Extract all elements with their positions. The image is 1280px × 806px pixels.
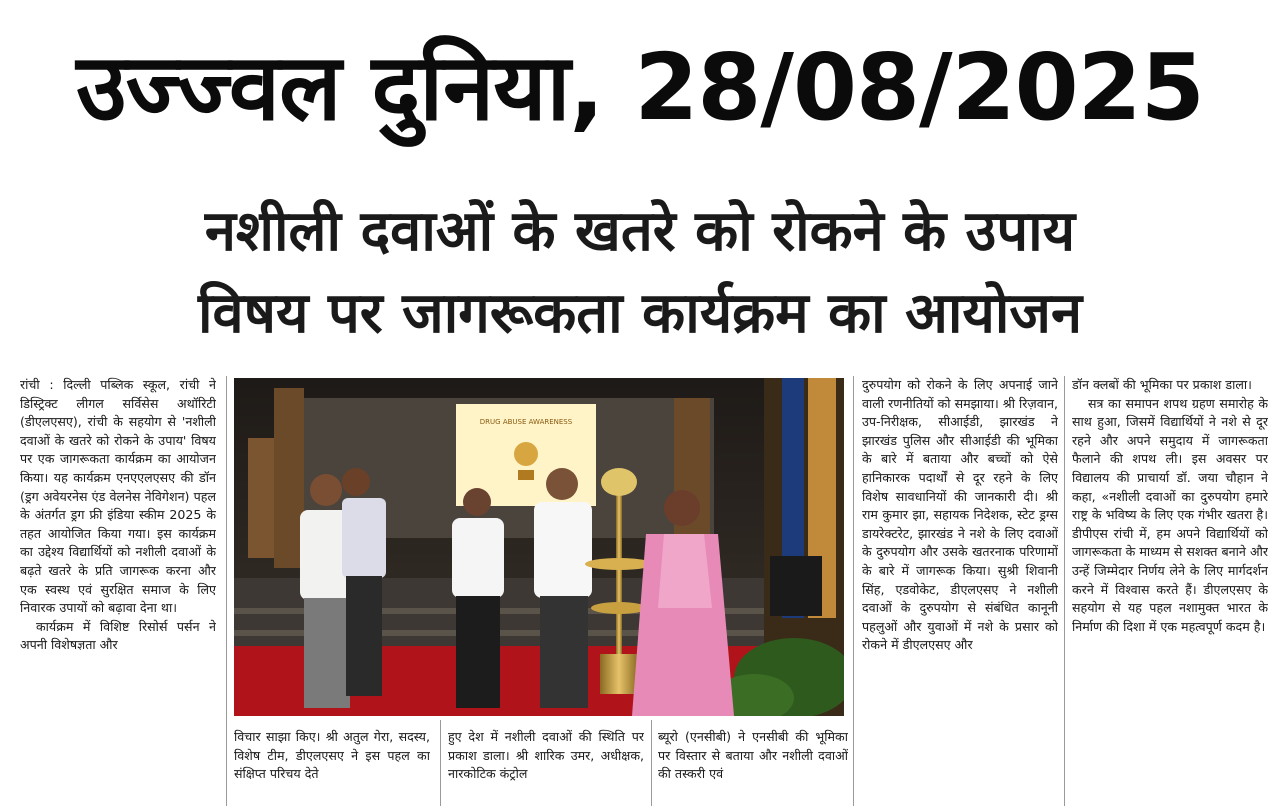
article-paragraph: ब्यूरो (एनसीबी) ने एनसीबी की भूमिका पर विस्तार से बताया और नशीली दवाओं की तस्करी एवं: [658, 729, 848, 782]
article-column-5: [862, 376, 1058, 806]
column-divider: [1064, 376, 1065, 806]
headline-line-2: विषय पर जागरूकता कार्यक्रम का आयोजन: [197, 281, 1083, 346]
article-column-4: [658, 728, 848, 806]
screen-text: DRUG ABUSE AWARENESS: [479, 418, 573, 426]
headline-line-1: नशीली दवाओं के खतरे को रोकने के उपाय: [204, 199, 1076, 264]
event-photo: [234, 378, 844, 716]
article-paragraph: रांची : दिल्ली पब्लिक स्कूल, रांची ने डिस्ट्रिक्ट लीगल सर्विसेस अथॉरिटी (डीएलएसए), रांची के सहयोग से 'नशीली दवाओं के खतरे को रोकने के उपाय' विषय पर एक जागरूकता कार्यक्रम का आयोजन किया। यह कार्यक्रम एनएएलएसए की डॉन (ड्रग अवेयरनेस एंड वेलनेस नेविगेशन) पहल के अंतर्गत ड्रग फ्री इंडिया स्कीम 2025 के तहत आयोजित किया गया। इस कार्यक्रम का उद्देश्य विद्यार्थियों को नशीली दवाओं के बढ़ते खतरे के प्रति जागरूक करना और एक स्वस्थ एवं सुरक्षित समाज के लिए निवारक उपायों को बढ़ावा देना था।: [20, 377, 216, 616]
article-column-3: [448, 728, 644, 806]
article-paragraph: दुरुपयोग को रोकने के लिए अपनाई जाने वाली रणनीतियों को समझाया। श्री रिज़वान, उप-निरीक्षक, सीआईडी, झारखंड ने झारखंड पुलिस और सीआईडी की भूमिका के बारे में बताया और बच्चों को ऐसे हानिकारक पदार्थों से दूर रहने के लिए विशेष सावधानियों की जानकारी दी। श्री राम कुमार झा, सहायक निदेशक, स्टेट ड्रग्स डायरेक्टरेट, झारखंड ने नशे के लिए दवाओं के दुरुपयोग और उसके खतरनाक परिणामों के बारे में जागरूक किया। सुश्री शिवानी सिंह, एडवोकेट, डीएलएसए ने नशीली दवाओं के दुरुपयोग से संबंधित कानूनी पहलुओं और युवाओं में नशे के प्रसार को रोकने में डीएलएसए और: [862, 377, 1058, 653]
masthead: उज्ज्वल दुनिया, 28/08/2025: [76, 34, 1204, 141]
column-divider: [440, 720, 441, 806]
column-divider: [651, 720, 652, 806]
event-photo-illustration: [234, 378, 844, 716]
article-paragraph: कार्यक्रम में विशिष्ट रिसोर्स पर्सन ने अपनी विशेषज्ञता और: [20, 618, 216, 653]
article-column-6: [1072, 376, 1268, 806]
column-divider: [226, 376, 227, 806]
article-paragraph: डॉन क्लबों की भूमिका पर प्रकाश डाला।: [1072, 377, 1252, 392]
article-paragraph: हुए देश में नशीली दवाओं की स्थिति पर प्रकाश डाला। श्री शारिक उमर, अधीक्षक, नारकोटिक कंट्रोल: [448, 729, 644, 782]
article-column-1: [20, 376, 216, 806]
column-divider: [853, 376, 854, 806]
article-column-2: [234, 728, 430, 806]
article-paragraph: सत्र का समापन शपथ ग्रहण समारोह के साथ हुआ, जिसमें विद्यार्थियों ने नशे से दूर रहने और अपने समुदाय में जागरूकता फैलाने की शपथ ली। इस अवसर पर विद्यालय की प्राचार्या डॉ. जया चौहान ने कहा, «नशीली दवाओं का दुरुपयोग हमारे राष्ट्र के भविष्य के लिए एक गंभीर खतरा है। डीपीएस रांची में, हम अपने विद्यार्थियों को जागरूकता के माध्यम से सशक्त बनाने और उन्हें जिम्मेदार निर्णय लेने के लिए मार्गदर्शन करने में विश्वास करते हैं। डीएलएसए के सहयोग से यह पहल नशामुक्त भारत के निर्माण की दिशा में एक महत्वपूर्ण कदम है।: [1072, 395, 1268, 634]
article-paragraph: विचार साझा किए। श्री अतुल गेरा, सदस्य, विशेष टीम, डीएलएसए ने इस पहल का संक्षिप्त परिचय देते: [234, 729, 430, 782]
